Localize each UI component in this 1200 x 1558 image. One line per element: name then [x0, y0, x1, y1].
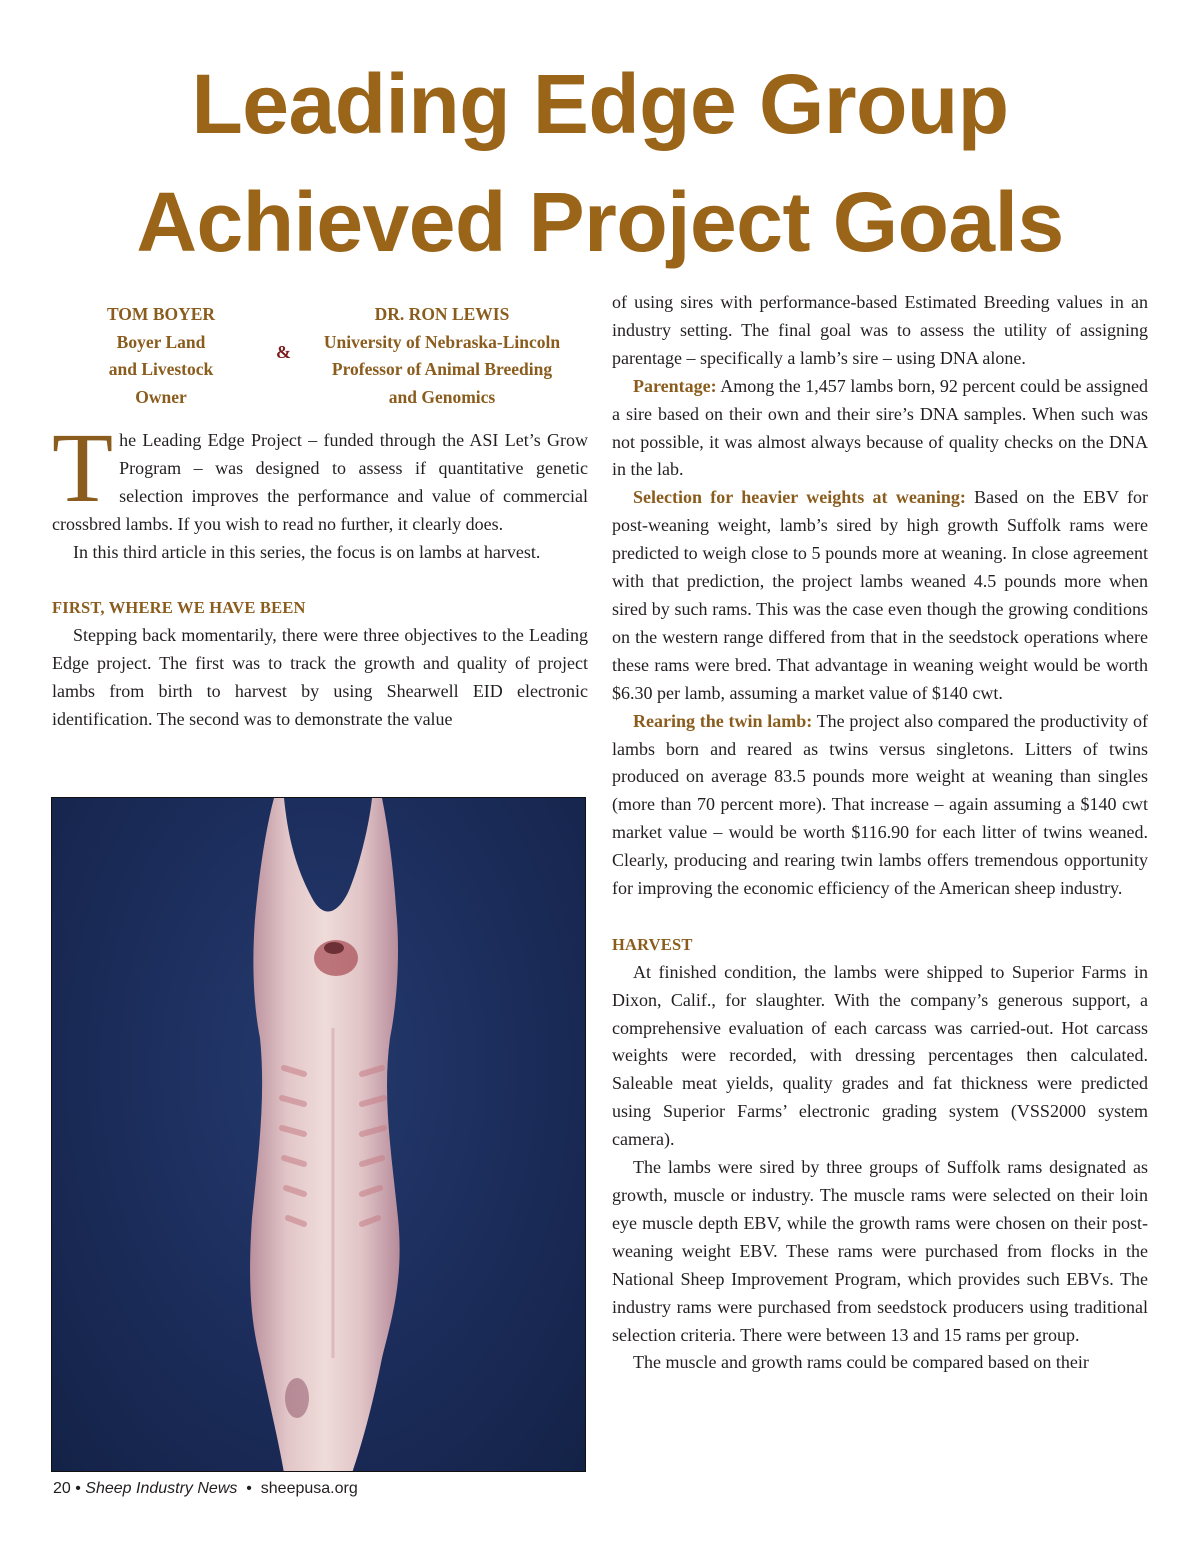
- author-name: TOM BOYER: [106, 304, 216, 324]
- website-url: sheepusa.org: [260, 1480, 358, 1497]
- author-title: Professor of Animal Breeding: [331, 359, 553, 379]
- section-heading: HARVEST: [612, 934, 693, 954]
- author-name: DR. RON LEWIS: [374, 304, 510, 324]
- page-number: 20: [53, 1480, 71, 1497]
- intro-paragraph: The Leading Edge Project – funded through the ASI Let’s Grow Program – was designed to assess if quantitative genetic selection improves the performance and value of commercial crossbred lambs. If you wish to read no further, it clearly does.: [52, 412, 588, 534]
- body-paragraph: At finished condition, the lambs were shipped to Superior Farms in Dixon, Calif., for slaughter. With the company’s generous support, a comprehensive evaluation of each carcass was carried-out. Hot carcass weights were recorded, with dressing percentages then calculated. Saleable meat yields, quality grades and fat thickness were predicted using Superior Farms’ electronic grading system (VSS2000 system camera).: [612, 961, 1148, 1150]
- run-in-heading: Parentage:: [633, 375, 717, 396]
- right-column: [612, 289, 1148, 1377]
- body-paragraph: Rearing the twin lamb: The project also compared the productivity of lambs born and reared as twins versus singletons. Litters of twins produced on average 83.5 pounds more weight at weaning than singles (more than 70 percent more). That increase – again assuming a $140 cwt market value – would be worth $116.90 for each litter of twins weaned. Clearly, producing and rearing twin lambs offers tremendous opportunity for improving the economic efficiency of the American sheep industry.: [612, 710, 1148, 899]
- article-title-line-2: Achieved Project Goals: [136, 175, 1064, 269]
- author-affiliation: and Livestock: [108, 359, 214, 379]
- run-in-heading: Rearing the twin lamb:: [633, 710, 813, 731]
- lamb-carcass-image: [52, 798, 586, 1472]
- byline-ampersand: &: [276, 342, 291, 362]
- body-paragraph: The lambs were sired by three groups of Suffolk rams designated as growth, muscle or industry. The muscle rams were selected on their loin eye muscle depth EBV, while the growth rams were chosen on their post-weaning weight EBV. These rams were purchased from flocks in the National Sheep Improvement Program, which provides such EBVs. The industry rams were purchased from seedstock producers using traditional selection criteria. There were between 13 and 15 rams per group.: [612, 1157, 1148, 1345]
- body-paragraph: In this third article in this series, the focus is on lambs at harvest.: [73, 541, 541, 562]
- left-column: [52, 412, 588, 734]
- body-paragraph: of using sires with performance-based Estimated Breeding values in an industry setting. The final goal was to assess the utility of assigning parentage – specifically a lamb’s sire – using DNA alone.: [612, 292, 1148, 368]
- author-title: Owner: [135, 386, 187, 407]
- article-title-line-1: Leading Edge Group: [191, 57, 1009, 151]
- author-affiliation: Boyer Land: [116, 331, 206, 352]
- drop-cap: T: [52, 412, 114, 523]
- page-footer: 20 • Sheep Industry News • sheepusa.org: [53, 1480, 358, 1497]
- carcass-photo: [51, 797, 586, 1472]
- author-affiliation: University of Nebraska-Lincoln: [323, 331, 561, 352]
- run-in-heading: Selection for heavier weights at weaning:: [633, 487, 966, 508]
- author-title: and Genomics: [388, 386, 496, 407]
- author-byline-boyer: [80, 301, 242, 411]
- publication-name: Sheep Industry News: [85, 1480, 238, 1497]
- body-paragraph: Parentage: Among the 1,457 lambs born, 92 percent could be assigned a sire based on their own and their sire’s DNA samples. When such was not possible, it was almost always because of quality checks on the DNA in the lab.: [612, 375, 1148, 480]
- body-paragraph: Selection for heavier weights at weaning: Based on the EBV for post-weaning weight, lamb’s sired by high growth Suffolk rams were predicted to weigh close to 5 pounds more at weaning. In close agreement with that prediction, the project lambs weaned 4.5 pounds more when sired by such rams. This was the case even though the growing conditions on the western range differed from that in the seedstock operations where these rams were bred. That advantage in weaning weight would be worth $6.30 per lamb, assuming a market value of $140 cwt.: [612, 487, 1148, 703]
- body-paragraph: The muscle and growth rams could be compared based on their: [633, 1352, 1089, 1373]
- section-heading: FIRST, WHERE WE HAVE BEEN: [52, 598, 306, 618]
- author-byline-lewis: [300, 301, 584, 411]
- body-paragraph: Stepping back momentarily, there were three objectives to the Leading Edge project. The first was to track the growth and quality of project lambs from birth to harvest by using Shearwell EID electronic identification. The second was to demonstrate the value: [52, 625, 588, 730]
